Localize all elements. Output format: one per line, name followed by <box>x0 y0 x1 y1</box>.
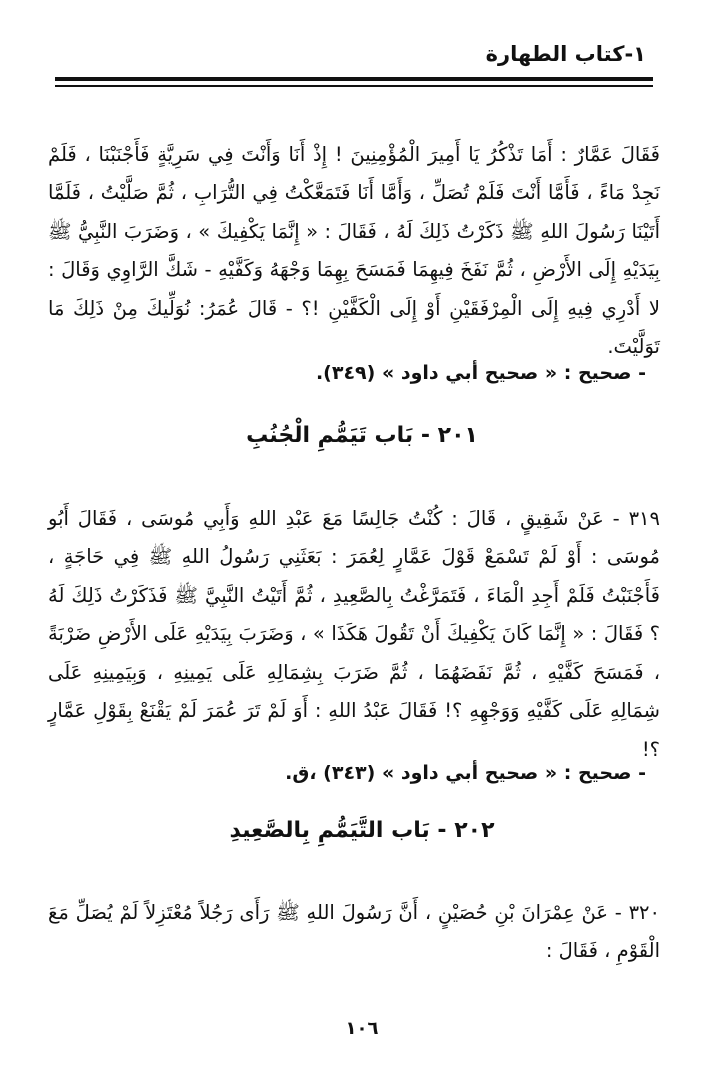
running-header-title: ١-كتاب الطهارة <box>485 42 646 66</box>
chapter-heading-202: ٢٠٢ - بَاب التَّيَمُّمِ بِالصَّعِيدِ <box>229 818 495 843</box>
hadith-paragraph-continued: فَقَالَ عَمَّارٌ : أَمَا تَذْكُرُ يَا أَمِيرَ الْمُؤْمِنِينَ ! إِذْ أَنَا وَأَنْتَ فِي سَرِيَّةٍ فَأَجْنَبْنَا ، فَلَمْ نَجِدْ مَاءً ، فَأَمَّا أَنْتَ فَلَمْ تُصَلِّ ، وَأَمَّا أَنَا فَتَمَعَّكْتُ فِي التُّرَابِ ، ثُمَّ صَلَّيْتُ ، فَلَمَّا أَتَيْنَا رَسُولَ اللهِ ﷺ ذَكَرْتُ ذَلِكَ لَهُ ، فَقَالَ : « إِنَّمَا يَكْفِيكَ » ، وَضَرَبَ النَّبِيُّ ﷺ بِيَدَيْهِ إِلَى الأَرْضِ ، ثُمَّ نَفَخَ فِيهِمَا فَمَسَحَ بِهِمَا وَجْهَهُ وَكَفَّيْهِ - شَكَّ الرَّاوِي وَقَالَ : لا أَدْرِي فِيهِ إِلَى الْمِرْفَقَيْنِ أَوْ إِلَى الْكَفَّيْنِ !؟ - قَالَ عُمَرُ: نُوَلِّيكَ مِنْ ذَلِكَ مَا تَوَلَّيْتَ. <box>48 142 660 358</box>
header-rule-thick <box>55 77 653 81</box>
hadith-paragraph-320: ٣٢٠ - عَنْ عِمْرَانَ بْنِ حُصَيْنٍ ، أَنَّ رَسُولَ اللهِ ﷺ رَأَى رَجُلاً مُعْتَزِلاً لَمْ يُصَلِّ مَعَ الْقَوْمِ ، فَقَالَ : <box>48 900 660 962</box>
hadith-grading-349: - صحيح : « صحيح أبي داود » (٣٤٩). <box>315 362 646 384</box>
hadith-paragraph-319: ٣١٩ - عَنْ شَقِيقٍ ، قَالَ : كُنْتُ جَالِسًا مَعَ عَبْدِ اللهِ وَأَبِي مُوسَى ، فَقَالَ أَبُو مُوسَى : أَوْ لَمْ تَسْمَعْ قَوْلَ عَمَّارٍ لِعُمَرَ : بَعَثَنِي رَسُولُ اللهِ ﷺ فِي حَاجَةٍ ، فَأَجْنَبْتُ فَلَمْ أَجِدِ الْمَاءَ ، فَتَمَرَّغْتُ بِالصَّعِيدِ ، ثُمَّ أَتَيْتُ النَّبِيَّ ﷺ فَذَكَرْتُ ذَلِكَ لَهُ ؟ فَقَالَ : « إِنَّمَا كَانَ يَكْفِيكَ أَنْ تَقُولَ هَكَذَا » ، وَضَرَبَ بِيَدَيْهِ عَلَى الأَرْضِ ضَرْبَةً ، فَمَسَحَ كَفَّيْهِ ، ثُمَّ نَفَضَهُمَا ، ثُمَّ ضَرَبَ بِشِمَالِهِ عَلَى يَمِينِهِ ، وَبِيَمِينِهِ عَلَى شِمَالِهِ عَلَى كَفَّيْهِ وَوَجْهِهِ ؟! فَقَالَ عَبْدُ اللهِ : أَوَ لَمْ تَرَ عُمَرَ لَمْ يَقْنَعْ بِقَوْلِ عَمَّارٍ ؟! <box>48 506 660 761</box>
chapter-heading-201: ٢٠١ - بَاب تَيَمُّمِ الْجُنُبِ <box>246 423 478 448</box>
header-rule-thin <box>55 85 653 87</box>
hadith-grading-343: - صحيح : « صحيح أبي داود » (٣٤٣) ،ق. <box>285 762 646 784</box>
page-number: ١٠٦ <box>345 1018 379 1039</box>
